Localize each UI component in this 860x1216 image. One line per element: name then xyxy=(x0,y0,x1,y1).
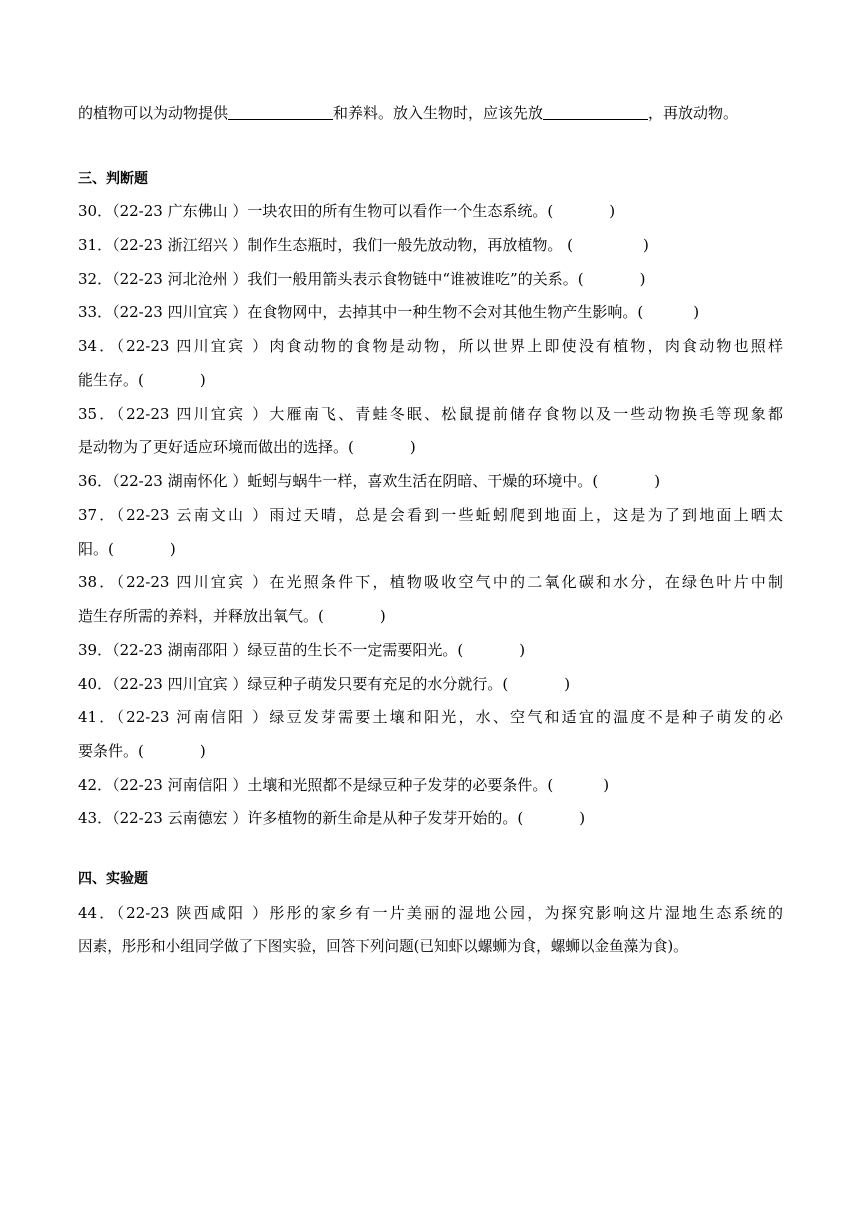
question-number: 39． xyxy=(78,641,113,659)
question-item-continued xyxy=(78,741,783,763)
question-item xyxy=(78,471,783,493)
question-source: （22-23 云南德宏 ） xyxy=(112,809,248,827)
question-text: 是动物为了更好适应环境而做出的选择。( xyxy=(78,438,354,456)
question-number: 32． xyxy=(78,270,113,288)
question-source: （22-23 四川宜宾 ） xyxy=(116,405,270,423)
paren-close: ) xyxy=(603,776,610,794)
question-source: （22-23 陕西咸阳 ） xyxy=(116,904,270,922)
question-item xyxy=(78,572,783,594)
question-source: （22-23 河南信阳 ） xyxy=(112,776,248,794)
question-text: 造生存所需的养料，并释放出氧气。( xyxy=(78,607,324,625)
question-item-continued xyxy=(78,437,783,459)
question-item xyxy=(78,808,783,830)
question-item-continued xyxy=(78,370,783,392)
question-text: 要条件。( xyxy=(78,742,144,760)
question-item-continued xyxy=(78,606,783,628)
paren-close: ) xyxy=(564,675,571,693)
paren-close: ) xyxy=(654,472,661,490)
paren-close: ) xyxy=(579,809,586,827)
question-source: （22-23 广东佛山 ） xyxy=(112,202,248,220)
question-number: 34． xyxy=(78,337,117,355)
question-text: 一块农田的所有生物可以看作一个生态系统。( xyxy=(247,202,554,220)
question-text: 肉食动物的食物是动物，所以世界上即使没有植物，肉食动物也照样 xyxy=(269,337,783,355)
question-item-continued xyxy=(78,539,783,561)
paren-close: ) xyxy=(169,540,176,558)
question-item xyxy=(78,707,783,729)
question-text: 蚯蚓与蜗牛一样，喜欢生活在阴暗、干燥的环境中。( xyxy=(247,472,599,490)
question-number: 37． xyxy=(78,506,117,524)
question-number: 30． xyxy=(78,202,113,220)
answer-blank-1[interactable] xyxy=(228,104,333,120)
question-number: 38． xyxy=(78,573,117,591)
question-item xyxy=(78,404,783,426)
question-item xyxy=(78,269,783,291)
intro-line xyxy=(78,103,783,125)
question-text: 彤彤的家乡有一片美丽的湿地公园，为探究影响这片湿地生态系统的 xyxy=(269,904,783,922)
question-text: 许多植物的新生命是从种子发芽开始的。( xyxy=(247,809,524,827)
question-item xyxy=(78,903,783,925)
question-text: 在食物网中，去掉其中一种生物不会对其他生物产生影响。( xyxy=(247,303,644,321)
question-number: 43． xyxy=(78,809,113,827)
question-source: （22-23 河南信阳 ） xyxy=(116,708,270,726)
answer-blank-2[interactable] xyxy=(543,104,648,120)
paren-close: ) xyxy=(199,742,206,760)
paren-close: ) xyxy=(519,641,526,659)
question-number: 41． xyxy=(78,708,117,726)
question-item xyxy=(78,201,783,223)
question-number: 35． xyxy=(78,405,117,423)
question-number: 31． xyxy=(78,236,113,254)
paren-close: ) xyxy=(199,371,206,389)
question-text: 土壤和光照都不是绿豆种子发芽的必要条件。( xyxy=(247,776,554,794)
question-item xyxy=(78,302,783,324)
paren-close: ) xyxy=(643,236,649,254)
question-source: （22-23 云南文山 ） xyxy=(116,506,270,524)
intro-text-a: 的植物可以为动物提供 xyxy=(78,104,229,122)
question-source: （22-23 湖南怀化 ） xyxy=(112,472,248,490)
question-source: （22-23 湖南邵阳 ） xyxy=(112,641,248,659)
question-text: 阳。( xyxy=(78,540,114,558)
question-item xyxy=(78,640,783,662)
question-source: （22-23 浙江绍兴 ） xyxy=(112,236,248,254)
question-source: （22-23 河北沧州 ） xyxy=(112,270,248,288)
intro-text-b: 和养料。放入生物时，应该先放 xyxy=(333,104,544,122)
question-source: （22-23 四川宜宾 ） xyxy=(112,675,248,693)
question-text: 制作生态瓶时，我们一般先放动物，再放植物。 ( xyxy=(247,236,573,254)
question-item-continued xyxy=(78,937,783,959)
question-number: 42． xyxy=(78,776,113,794)
paren-close: ) xyxy=(379,607,386,625)
question-number: 44． xyxy=(78,904,117,922)
question-number: 40． xyxy=(78,675,113,693)
question-number: 36． xyxy=(78,472,113,490)
question-text: 雨过天晴，总是会看到一些蚯蚓爬到地面上，这是为了到地面上晒太 xyxy=(269,506,783,524)
question-number: 33． xyxy=(78,303,113,321)
question-text: 在光照条件下，植物吸收空气中的二氧化碳和水分，在绿色叶片中制 xyxy=(269,573,783,591)
question-source: （22-23 四川宜宾 ） xyxy=(116,337,270,355)
question-text: 能生存。( xyxy=(78,371,144,389)
question-text: 绿豆种子萌发只要有充足的水分就行。( xyxy=(247,675,509,693)
paren-close: ) xyxy=(609,202,616,220)
question-item xyxy=(78,336,783,358)
question-source: （22-23 四川宜宾 ） xyxy=(112,303,248,321)
paren-close: ) xyxy=(639,270,646,288)
question-source: （22-23 四川宜宾 ） xyxy=(116,573,270,591)
section-title-judgement: 三、判断题 xyxy=(78,171,148,187)
question-item xyxy=(78,775,783,797)
question-text: 大雁南飞、青蛙冬眠、松鼠提前储存食物以及一些动物换毛等现象都 xyxy=(269,405,783,423)
question-text: 我们一般用箭头表示食物链中“谁被谁吃”的关系。( xyxy=(247,270,584,288)
section-title-experiment: 四、实验题 xyxy=(78,871,148,887)
question-item xyxy=(78,674,783,696)
paren-close: ) xyxy=(409,438,416,456)
question-text: 绿豆苗的生长不一定需要阳光。( xyxy=(247,641,464,659)
paren-close: ) xyxy=(693,303,700,321)
question-item xyxy=(78,505,783,527)
question-text: 绿豆发芽需要土壤和阳光，水、空气和适宜的温度不是种子萌发的必 xyxy=(269,708,783,726)
intro-text-c: ，再放动物。 xyxy=(648,104,739,122)
question-item xyxy=(78,235,783,257)
question-text: 因素，彤彤和小组同学做了下图实验，回答下列问题(已知虾以螺蛳为食，螺蛳以金鱼藻为食)。 xyxy=(78,938,688,955)
